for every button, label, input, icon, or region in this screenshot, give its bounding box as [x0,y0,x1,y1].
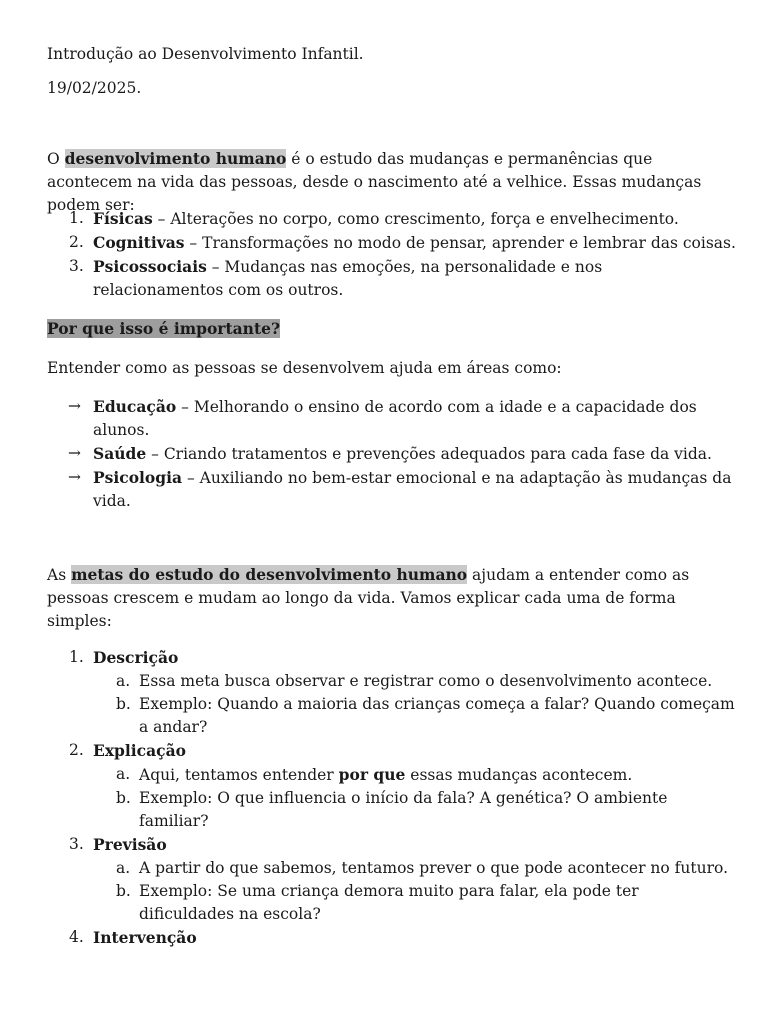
list-item [47,466,737,513]
sub-text: Aqui, tentamos entender [139,766,339,784]
importance-lead: Entender como as pessoas se desenvolvem ajuda em áreas como: [47,359,562,377]
list-item [47,833,737,926]
list-marker: 2. [69,741,84,759]
arrow-icon: → [68,397,81,415]
list-marker: 2. [69,233,84,251]
intro-post: é o estudo das mudanças e permanências que acontecem na vida das pessoas, desde o nascimento até a velhice. Essas mudanças podem ser: [47,150,702,214]
list-text: – Mudanças nas emoções, na personalidade e nos relacionamentos com os outros. [93,258,603,299]
arrow-icon: → [68,444,81,462]
sub-list [93,763,737,833]
list-term: Físicas [93,209,153,228]
document-date: 19/02/2025. [47,79,142,97]
goal-title: Intervenção [93,928,197,947]
sub-marker: a. [116,765,131,783]
intro-pre: O [47,150,65,168]
list-item [47,255,737,302]
application-areas-list [47,395,737,513]
sub-item [93,670,737,693]
sub-text: Exemplo: O que influencia o início da fala? A genética? O ambiente familiar? [139,789,668,830]
list-text: – Criando tratamentos e prevenções adequados para cada fase da vida. [146,445,712,463]
sub-text: Exemplo: Se uma criança demora muito para falar, ela pode ter dificuldades na escola? [139,882,639,923]
list-marker: 3. [69,835,84,853]
goals-pre: As [47,566,72,584]
list-marker: 4. [69,928,84,946]
sub-item [93,763,737,787]
goal-title: Previsão [93,835,167,854]
sub-item [93,857,737,880]
list-term: Saúde [93,444,147,463]
sub-item [93,693,737,739]
sub-marker: b. [116,789,131,807]
goal-title: Descrição [93,648,179,667]
development-types-list [47,207,737,302]
list-item [47,442,737,466]
sub-bold: por que [338,765,406,784]
sub-marker: a. [116,672,131,690]
list-item [47,207,737,231]
list-text: – Alterações no corpo, como crescimento, força e envelhecimento. [152,210,679,228]
list-term: Psicologia [93,468,183,487]
list-marker: 1. [69,648,84,666]
highlight-desenvolvimento-humano: desenvolvimento humano [64,149,287,168]
sub-text: A partir do que sabemos, tentamos prever o que pode acontecer no futuro. [139,859,728,877]
highlight-metas: metas do estudo do desenvolvimento humano [71,565,468,584]
sub-item [93,880,737,926]
list-item [47,395,737,442]
list-item [47,926,737,950]
section-heading [47,317,280,341]
goals-list [47,646,737,950]
arrow-icon: → [68,468,81,486]
goal-title: Explicação [93,741,186,760]
list-term: Educação [93,397,177,416]
list-text: – Auxiliando no bem-estar emocional e na adaptação às mudanças da vida. [93,469,732,510]
sub-list [93,857,737,926]
sub-item [93,787,737,833]
goals-paragraph [47,563,737,633]
list-marker: 3. [69,257,84,275]
document-title: Introdução ao Desenvolvimento Infantil. [47,45,364,63]
list-text: – Melhorando o ensino de acordo com a idade e a capacidade dos alunos. [93,398,697,439]
sub-marker: b. [116,695,131,713]
list-term: Cognitivas [93,233,185,252]
sub-text: Exemplo: Quando a maioria das crianças começa a falar? Quando começam a andar? [139,695,735,736]
goals-post: ajudam a entender como as pessoas crescem e mudam ao longo da vida. Vamos explicar cada uma de forma simples: [47,566,690,630]
importance-heading: Por que isso é importante? [47,319,281,338]
sub-list [93,670,737,739]
list-item [47,739,737,833]
sub-text: Essa meta busca observar e registrar como o desenvolvimento acontece. [139,672,713,690]
list-item [47,646,737,739]
sub-marker: b. [116,882,131,900]
list-term: Psicossociais [93,257,207,276]
list-text: – Transformações no modo de pensar, aprender e lembrar das coisas. [184,234,736,252]
list-item [47,231,737,255]
sub-marker: a. [116,859,131,877]
list-marker: 1. [69,209,84,227]
sub-text: essas mudanças acontecem. [405,766,633,784]
